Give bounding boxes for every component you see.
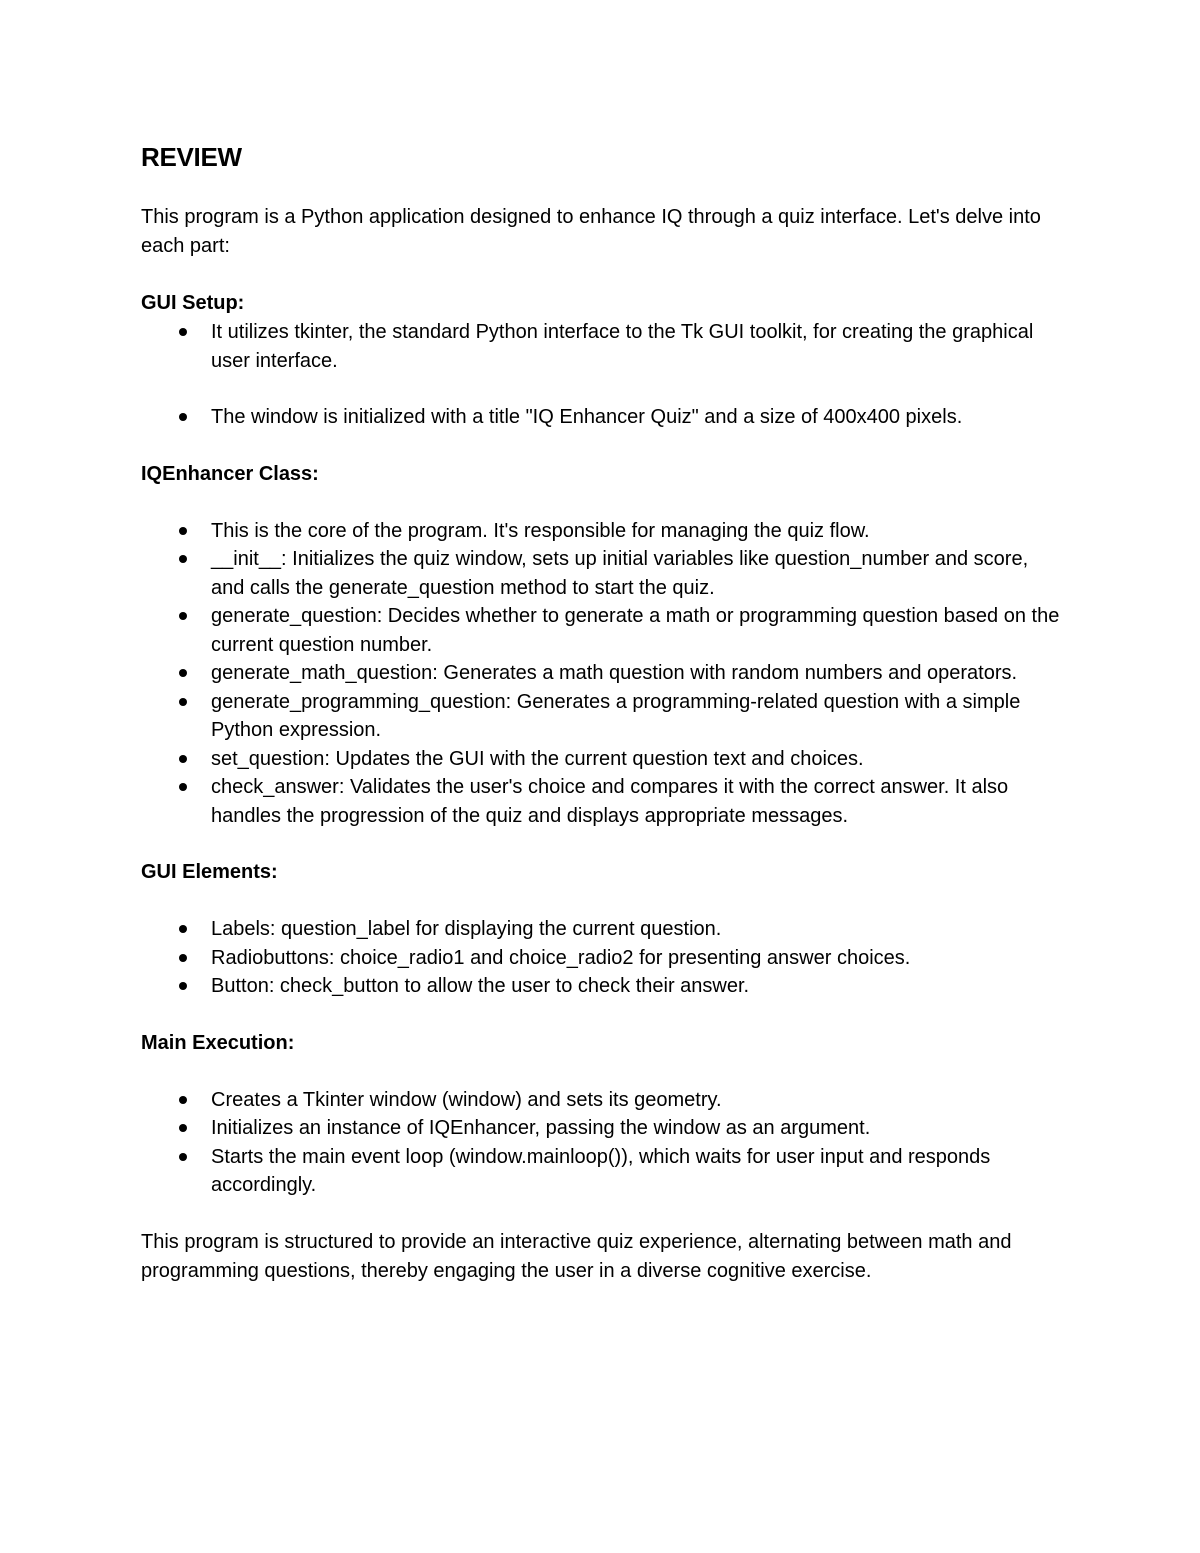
- bullet-icon: [179, 982, 187, 990]
- list-item-text: Button: check_button to allow the user to check their answer.: [211, 975, 750, 997]
- list-item: [141, 944, 1061, 973]
- list-item-text: Starts the main event loop (window.mainloop()), which waits for user input and responds accordingly.: [211, 1145, 991, 1196]
- list-item: [141, 545, 1061, 602]
- list-item-text: Initializes an instance of IQEnhancer, passing the window as an argument.: [211, 1117, 871, 1139]
- bullet-icon: [179, 954, 187, 962]
- section-heading-iqenhancer-class: IQEnhancer Class:: [141, 462, 319, 485]
- document-page: [141, 140, 1061, 1286]
- list-item: [141, 773, 1061, 830]
- conclusion-paragraph: This program is structured to provide an interactive quiz experience, alternating between math and programming questions, thereby engaging the user in a diverse cognitive exercise.: [141, 1230, 1012, 1282]
- list-item-text: generate_question: Decides whether to generate a math or programming question based on the current question number.: [211, 605, 1060, 656]
- list-item-text: __init__: Initializes the quiz window, sets up initial variables like question_number and score, and calls the generate_question method to start the quiz.: [211, 548, 1029, 599]
- list-item-text: Creates a Tkinter window (window) and sets its geometry.: [211, 1088, 722, 1111]
- bullet-list-gui-setup: [141, 318, 1061, 432]
- list-item-text: set_question: Updates the GUI with the current question text and choices.: [211, 747, 864, 770]
- list-item: [141, 403, 1061, 432]
- list-item: [141, 1143, 1061, 1200]
- list-item: [141, 688, 1061, 745]
- bullet-icon: [179, 527, 187, 535]
- bullet-icon: [179, 1153, 187, 1161]
- list-item: [141, 318, 1061, 375]
- bullet-list-gui-elements: [141, 915, 1061, 1001]
- list-item-text: It utilizes tkinter, the standard Python interface to the Tk GUI toolkit, for creating the graphical user interface.: [211, 321, 1034, 372]
- list-item-text: Radiobuttons: choice_radio1 and choice_radio2 for presenting answer choices.: [211, 946, 911, 969]
- list-item: [141, 745, 1061, 774]
- list-item: [141, 915, 1061, 944]
- list-item: [141, 602, 1061, 659]
- list-item-text: generate_math_question: Generates a math question with random numbers and operators.: [211, 662, 1018, 684]
- list-item-text: Labels: question_label for displaying the current question.: [211, 918, 722, 940]
- intro-paragraph: This program is a Python application designed to enhance IQ through a quiz interface. Let's delve into each part:: [141, 206, 1041, 257]
- bullet-icon: [179, 755, 187, 763]
- bullet-icon: [179, 698, 187, 706]
- bullet-icon: [179, 1096, 187, 1104]
- bullet-icon: [179, 925, 187, 933]
- bullet-icon: [179, 783, 187, 791]
- list-item: [141, 1114, 1061, 1143]
- list-item-text: The window is initialized with a title "IQ Enhancer Quiz" and a size of 400x400 pixels.: [211, 406, 963, 428]
- document-title: REVIEW: [141, 142, 242, 172]
- bullet-icon: [179, 555, 187, 563]
- section-heading-gui-elements: GUI Elements:: [141, 861, 278, 883]
- section-heading-gui-setup: GUI Setup:: [141, 292, 245, 314]
- bullet-list-main-execution: [141, 1086, 1061, 1200]
- bullet-icon: [179, 413, 187, 421]
- bullet-icon: [179, 669, 187, 677]
- list-item: [141, 659, 1061, 688]
- section-heading-main-execution: Main Execution:: [141, 1031, 295, 1054]
- list-item: [141, 972, 1061, 1001]
- list-item-text: This is the core of the program. It's responsible for managing the quiz flow.: [211, 519, 870, 542]
- bullet-list-iqenhancer-class: [141, 517, 1061, 831]
- bullet-icon: [179, 328, 187, 336]
- list-item-text: check_answer: Validates the user's choice and compares it with the correct answer. It also handles the progression of the quiz and displays appropriate messages.: [211, 776, 1009, 827]
- bullet-icon: [179, 1124, 187, 1132]
- list-item: [141, 1086, 1061, 1115]
- bullet-icon: [179, 612, 187, 620]
- list-item: [141, 517, 1061, 546]
- list-item-text: generate_programming_question: Generates a programming-related question with a simple Python expression.: [211, 690, 1021, 741]
